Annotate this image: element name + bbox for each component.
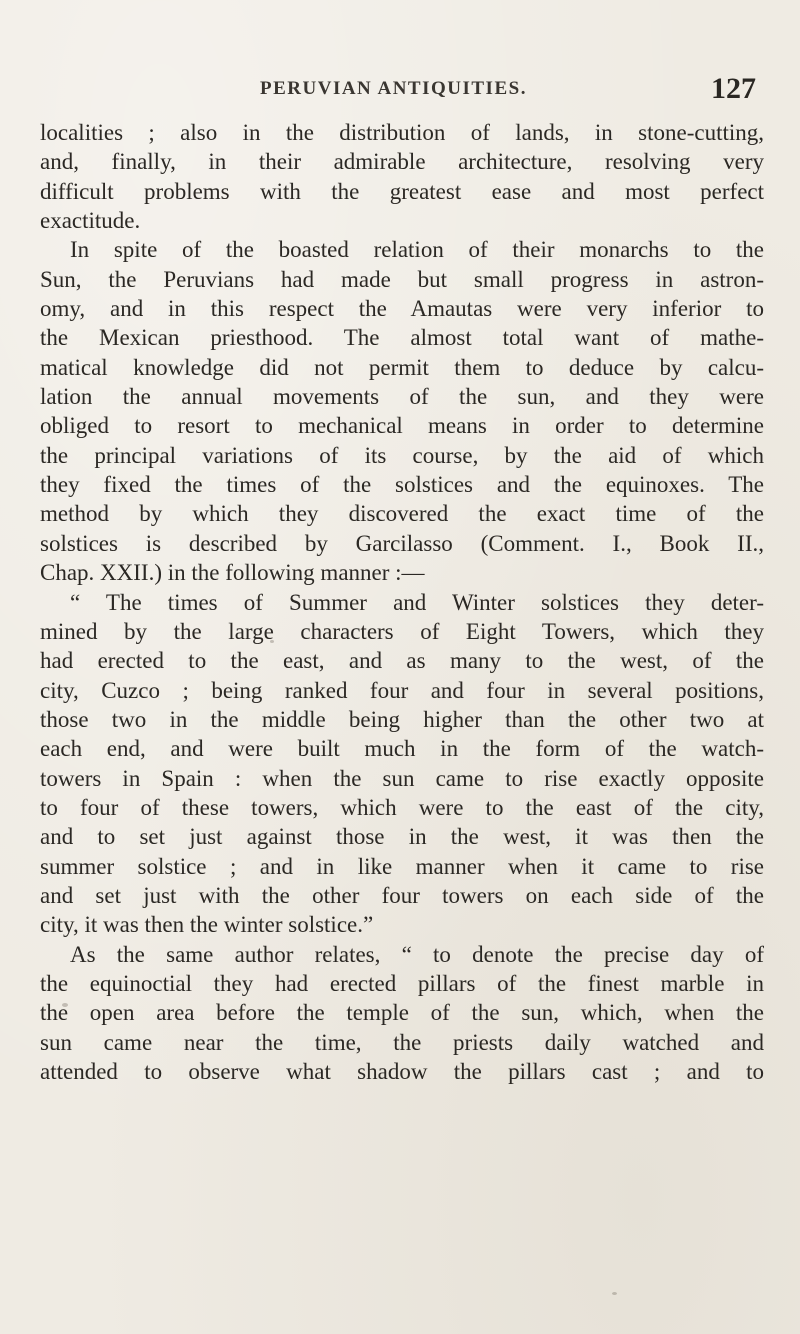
text-line: omy, and in this respect the Amautas were very inferior to <box>40 296 764 322</box>
text-line: the equinoctial they had erected pillars of the finest marble in <box>40 970 764 996</box>
text-line: lation the annual movements of the sun, and they were <box>40 384 764 410</box>
text-line: the principal variations of its course, by the aid of which <box>40 442 764 468</box>
text-line: and set just with the other four towers on each side of the <box>40 882 764 908</box>
text-line: attended to observe what shadow the pillars cast ; and to <box>40 1059 764 1084</box>
body-text <box>40 118 764 1086</box>
text-line: sun came near the time, the priests daily watched and <box>40 1029 764 1055</box>
text-line: localities ; also in the distribution of lands, in stone-cutting, <box>40 120 764 145</box>
text-line: In spite of the boasted relation of their monarchs to the <box>70 237 764 263</box>
paper-speck <box>62 1003 68 1007</box>
text-line: the open area before the temple of the sun, which, when the <box>40 1000 764 1026</box>
text-line: Sun, the Peruvians had made but small progress in astron- <box>40 266 764 292</box>
paper-speck <box>612 1292 617 1295</box>
text-line: they fixed the times of the solstices and the equinoxes. The <box>40 472 764 498</box>
text-line: and, finally, in their admirable architecture, resolving very <box>40 149 764 175</box>
text-line: method by which they discovered the exact time of the <box>40 501 764 527</box>
text-line: and to set just against those in the west, it was then the <box>40 824 764 850</box>
text-line: towers in Spain : when the sun came to rise exactly opposite <box>40 765 764 791</box>
text-line: Chap. XXII.) in the following manner :— <box>40 560 425 586</box>
text-line: the Mexican priesthood. The almost total want of mathe- <box>40 325 764 351</box>
text-line: to four of these towers, which were to the east of the city, <box>40 794 764 820</box>
text-line: city, Cuzco ; being ranked four and four in several positions, <box>40 677 764 703</box>
text-line: solstices is described by Garcilasso (Comment. I., Book II., <box>40 530 764 556</box>
text-line: “ The times of Summer and Winter solstices they deter- <box>70 589 764 615</box>
text-line: obliged to resort to mechanical means in order to determine <box>40 413 764 439</box>
text-line: matical knowledge did not permit them to deduce by calcu- <box>40 354 764 380</box>
paper-speck <box>270 640 274 643</box>
page-header <box>40 72 762 112</box>
page-number: 127 <box>711 72 756 105</box>
running-head: PERUVIAN ANTIQUITIES. <box>260 78 527 99</box>
text-line: difficult problems with the greatest ease and most perfect <box>40 178 764 204</box>
text-line: each end, and were built much in the form of the watch- <box>40 736 764 762</box>
text-line: summer solstice ; and in like manner when it came to rise <box>40 853 764 879</box>
text-line: As the same author relates, “ to denote the precise day of <box>70 941 764 967</box>
text-line: those two in the middle being higher than the other two at <box>40 706 764 732</box>
text-line: exactitude. <box>40 208 141 234</box>
text-line: city, it was then the winter solstice.” <box>40 912 374 938</box>
text-line: mined by the large characters of Eight Towers, which they <box>40 618 764 644</box>
text-line: had erected to the east, and as many to the west, of the <box>40 648 764 674</box>
